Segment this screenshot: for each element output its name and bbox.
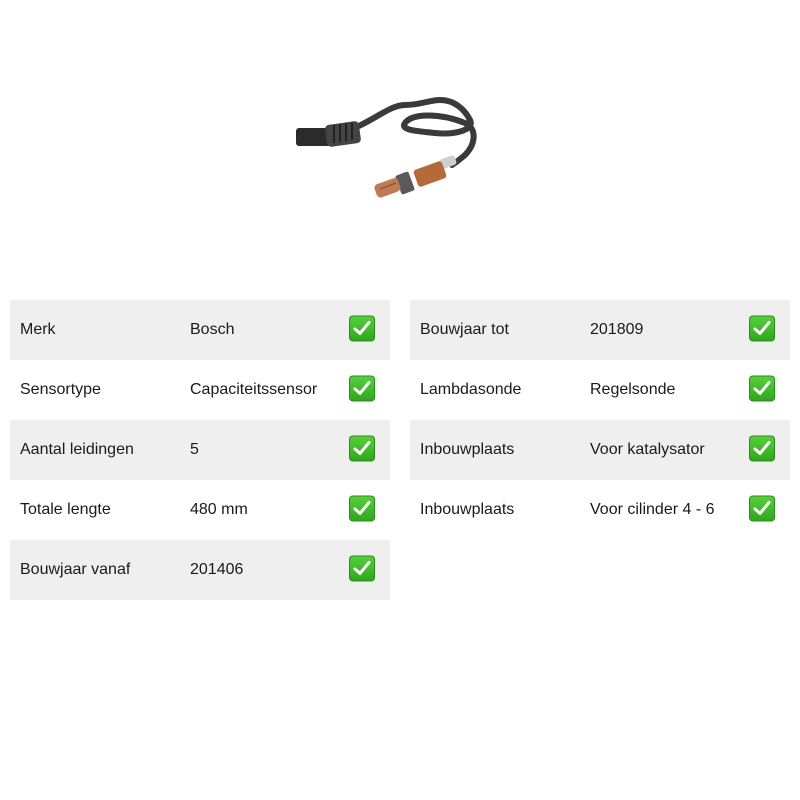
spec-row <box>10 360 390 420</box>
spec-value: Voor cilinder 4 - 6 <box>590 501 715 518</box>
checkmark-icon <box>349 375 375 401</box>
spec-row <box>410 360 790 420</box>
spec-value: 201809 <box>590 321 644 338</box>
spec-label: Bouwjaar vanaf <box>20 561 131 578</box>
spec-row <box>10 300 390 360</box>
spec-row <box>10 480 390 540</box>
spec-label: Lambdasonde <box>420 381 522 398</box>
spec-row <box>410 480 790 540</box>
spec-label: Bouwjaar tot <box>420 321 509 338</box>
checkmark-icon <box>749 435 775 461</box>
spec-value: 5 <box>190 441 199 458</box>
spec-table-left <box>10 300 390 600</box>
spec-label: Aantal leidingen <box>20 441 134 458</box>
spec-value: Regelsonde <box>590 381 676 398</box>
checkmark-icon <box>349 435 375 461</box>
spec-value: Capaciteitssensor <box>190 381 318 398</box>
spec-label: Totale lengte <box>20 501 111 518</box>
spec-label: Inbouwplaats <box>420 501 515 518</box>
checkmark-icon <box>749 375 775 401</box>
spec-row <box>410 420 790 480</box>
spec-value: Bosch <box>190 321 235 338</box>
spec-value: Voor katalysator <box>590 441 705 458</box>
spec-label: Inbouwplaats <box>420 441 515 458</box>
checkmark-icon <box>749 495 775 521</box>
lambda-sensor-product-icon <box>280 85 490 215</box>
checkmark-icon <box>749 315 775 341</box>
spec-value: 480 mm <box>190 501 248 518</box>
checkmark-icon <box>349 315 375 341</box>
spec-label: Merk <box>20 321 56 338</box>
spec-label: Sensortype <box>20 381 101 398</box>
checkmark-icon <box>349 555 375 581</box>
spec-value: 201406 <box>190 561 244 578</box>
spec-row <box>10 420 390 480</box>
spec-table-right <box>410 300 790 540</box>
checkmark-icon <box>349 495 375 521</box>
spec-row <box>410 300 790 360</box>
spec-row <box>10 540 390 600</box>
